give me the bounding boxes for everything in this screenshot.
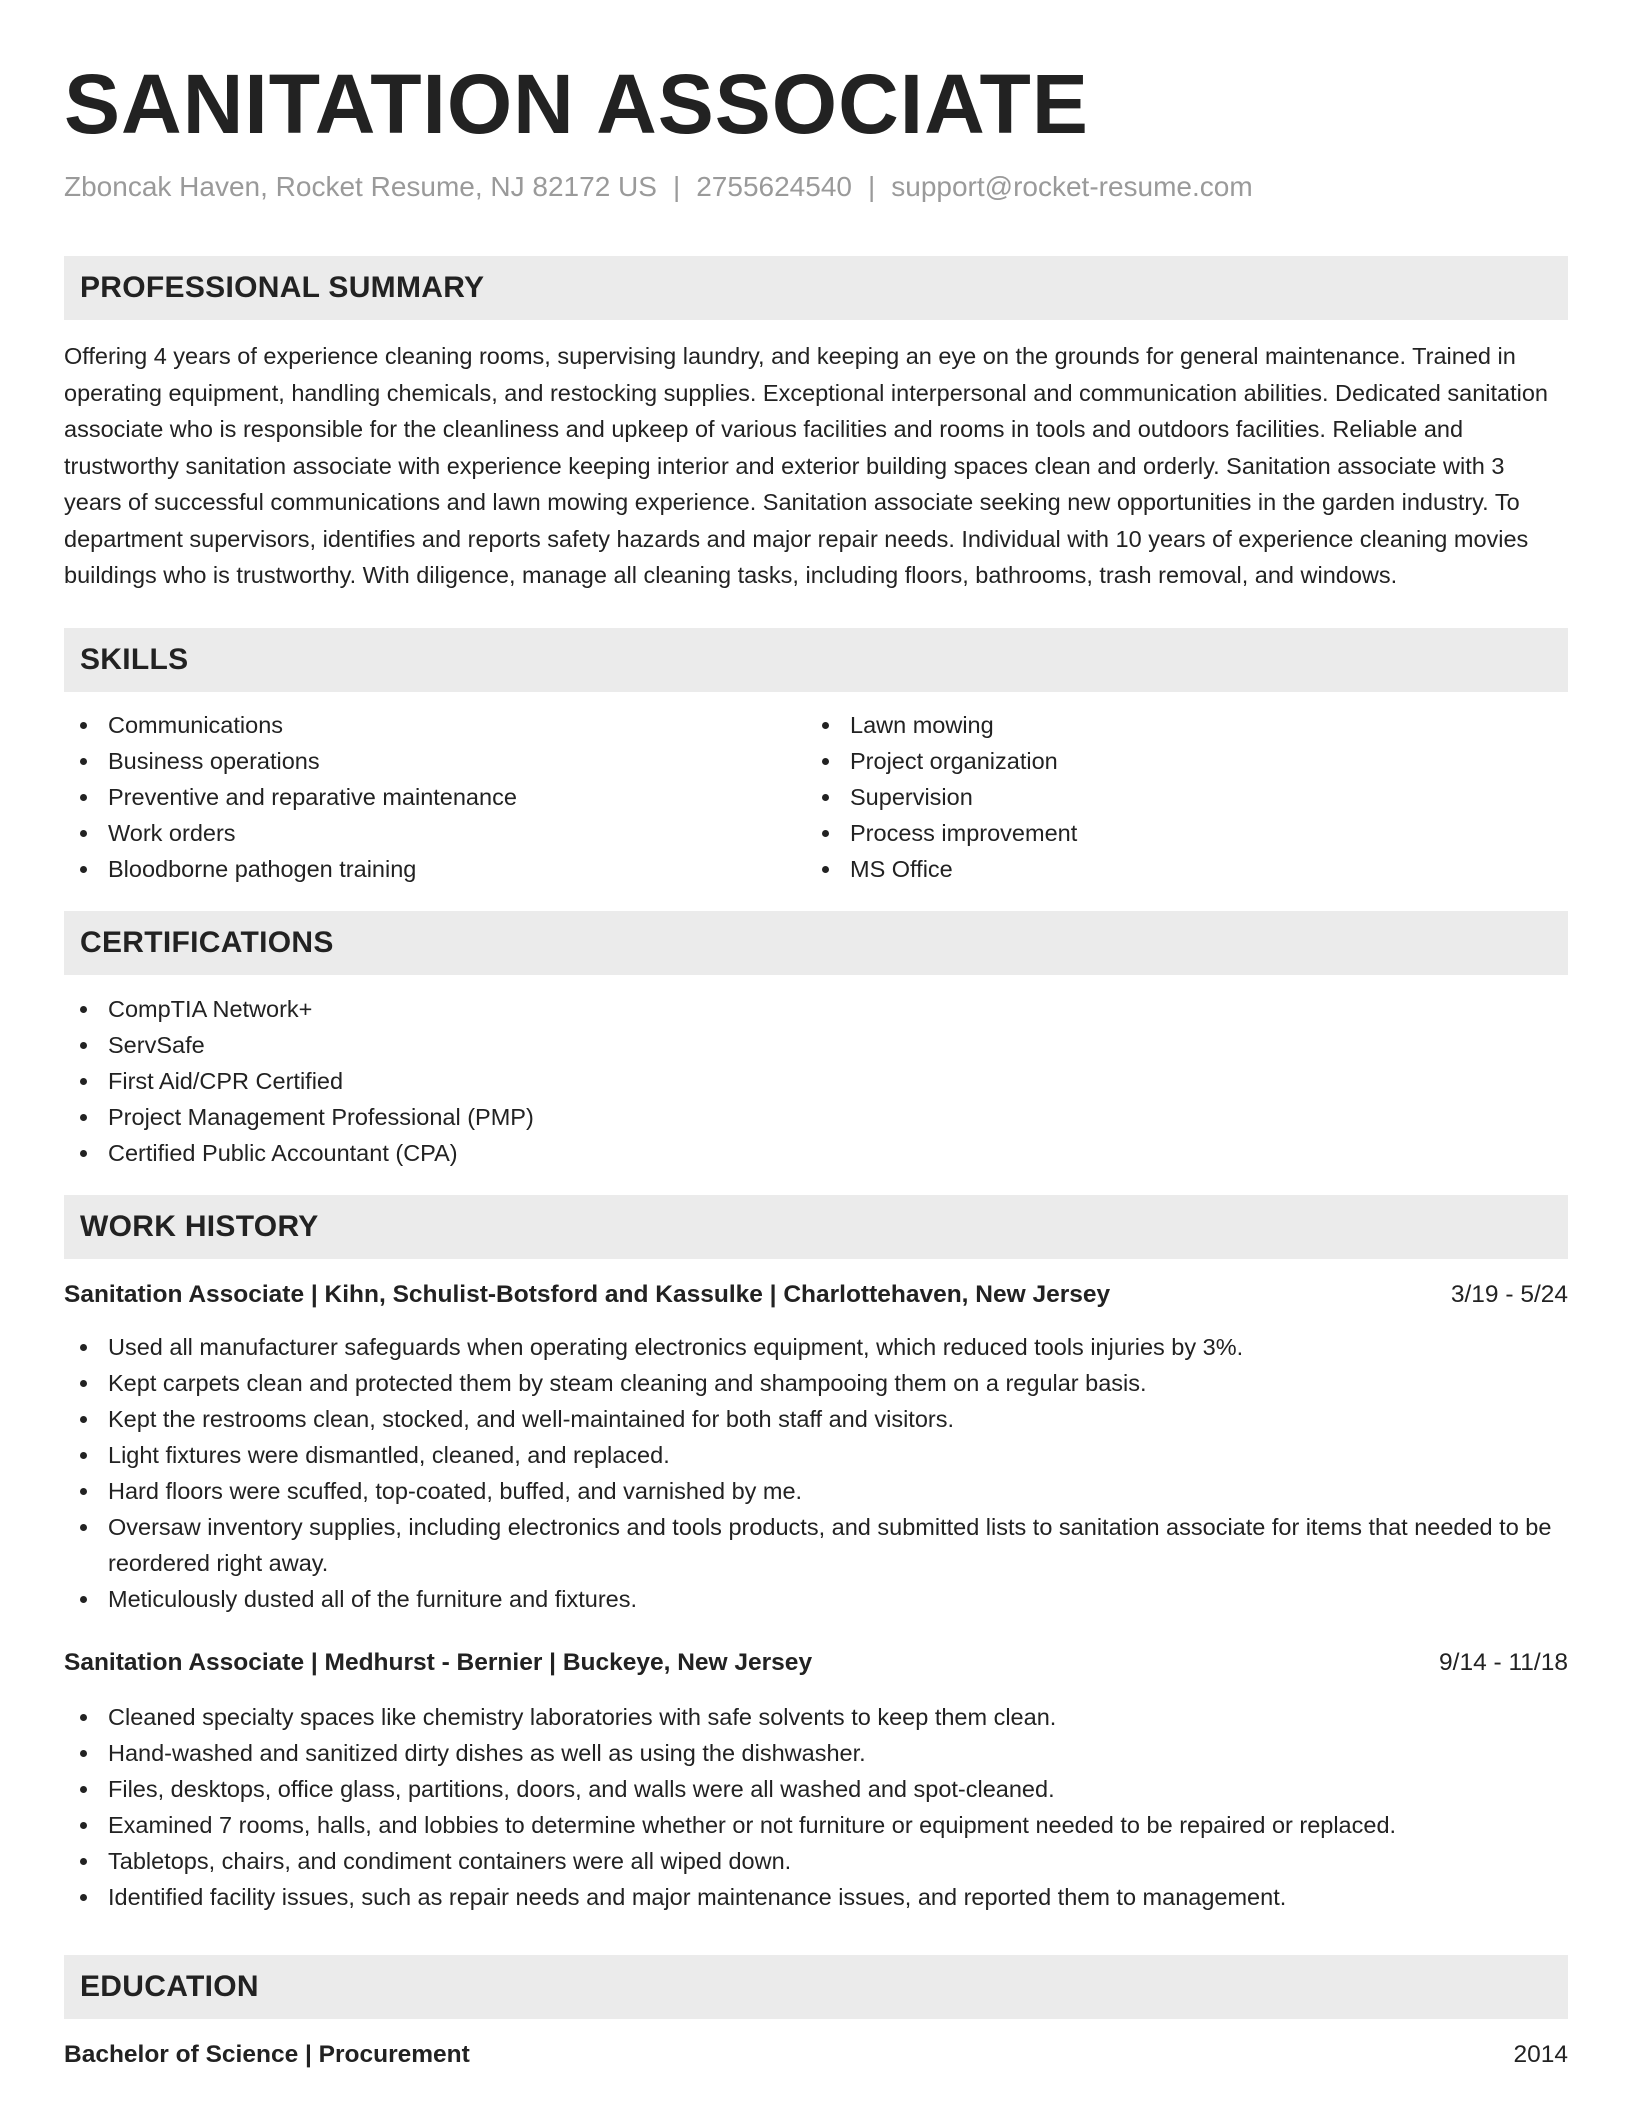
job-bullet: Kept the restrooms clean, stocked, and well-maintained for both staff and visitors. — [64, 1401, 1568, 1437]
education-year: 2014 — [1513, 2040, 1568, 2068]
summary-section — [64, 256, 1568, 594]
certifications-heading: CERTIFICATIONS — [64, 911, 1568, 975]
job-bullet: Used all manufacturer safeguards when operating electronics equipment, which reduced tools injuries by 3%. — [64, 1329, 1568, 1365]
contact-phone: 2755624540 — [696, 171, 852, 202]
job-bullet: Examined 7 rooms, halls, and lobbies to determine whether or not furniture or equipment needed to be repaired or replaced. — [64, 1807, 1568, 1843]
skill-item: Business operations — [64, 743, 806, 779]
job-bullet: Hard floors were scuffed, top-coated, buffed, and varnished by me. — [64, 1473, 1568, 1509]
skill-item: MS Office — [806, 851, 1548, 887]
skill-item: Lawn mowing — [806, 707, 1548, 743]
education-entry — [64, 2037, 1568, 2073]
summary-heading: PROFESSIONAL SUMMARY — [64, 256, 1568, 320]
certification-item: Project Management Professional (PMP) — [64, 1099, 1568, 1135]
job-dates: 9/14 - 11/18 — [1439, 1648, 1568, 1676]
work-history-heading: WORK HISTORY — [64, 1195, 1568, 1259]
certification-item: ServSafe — [64, 1027, 1568, 1063]
certifications-list — [64, 991, 1568, 1171]
job-bullet: Kept carpets clean and protected them by steam cleaning and shampooing them on a regular basis. — [64, 1365, 1568, 1401]
contact-address: Zboncak Haven, Rocket Resume, NJ 82172 US — [64, 171, 657, 202]
education-section — [64, 1955, 1568, 2073]
certification-item: CompTIA Network+ — [64, 991, 1568, 1027]
job-dates: 3/19 - 5/24 — [1450, 1280, 1568, 1308]
job-bullet: Identified facility issues, such as repair needs and major maintenance issues, and reported them to management. — [64, 1879, 1568, 1915]
contact-separator: | — [672, 171, 681, 202]
resume-page — [64, 0, 1568, 2073]
contact-separator: | — [867, 171, 876, 202]
skills-section — [64, 628, 1568, 887]
summary-text: Offering 4 years of experience cleaning rooms, supervising laundry, and keeping an eye on the grounds for general maintenance. Trained in operating equipment, handling chemicals, and restocking supplies. Exceptional interpersonal and communication abilities. Dedicated sanitation associate who is responsible for the cleanliness and upkeep of various facilities and rooms in tools and outdoors facilities. Reliable and trustworthy sanitation associate with experience keeping interior and exterior building spaces clean and orderly. Sanitation associate with 3 years of successful communications and lawn mowing experience. Sanitation associate seeking new opportunities in the garden industry. To department supervisors, identifies and reports safety hazards and major repair needs. Individual with 10 years of experience cleaning movies buildings who is trustworthy. With diligence, manage all cleaning tasks, including floors, bathrooms, trash removal, and windows. — [64, 343, 1548, 588]
job-header — [64, 1645, 1568, 1681]
work-history-section — [64, 1195, 1568, 1915]
contact-line — [64, 170, 1568, 204]
skills-right-list — [806, 707, 1548, 887]
skill-item: Process improvement — [806, 815, 1548, 851]
job-title: Sanitation Associate | Kihn, Schulist-Botsford and Kassulke | Charlottehaven, New Jersey — [64, 1280, 1111, 1308]
resume-name: SANITATION ASSOCIATE — [64, 57, 1089, 151]
skill-item: Communications — [64, 707, 806, 743]
job-bullet: Oversaw inventory supplies, including electronics and tools products, and submitted lists to sanitation associate for items that needed to be reordered right away. — [64, 1509, 1568, 1581]
skill-item: Preventive and reparative maintenance — [64, 779, 806, 815]
skills-heading: SKILLS — [64, 628, 1568, 692]
skills-left-list — [64, 707, 806, 887]
education-degree: Bachelor of Science | Procurement — [64, 2040, 470, 2068]
job-bullet: Hand-washed and sanitized dirty dishes as well as using the dishwasher. — [64, 1735, 1568, 1771]
job-bullet: Meticulously dusted all of the furniture and fixtures. — [64, 1581, 1568, 1617]
job-entry — [64, 1645, 1568, 1915]
job-bullet: Light fixtures were dismantled, cleaned, and replaced. — [64, 1437, 1568, 1473]
job-bullet: Tabletops, chairs, and condiment containers were all wiped down. — [64, 1843, 1568, 1879]
job-bullets — [64, 1329, 1568, 1617]
education-heading: EDUCATION — [64, 1955, 1568, 2019]
contact-email[interactable]: support@rocket-resume.com — [891, 171, 1253, 202]
certification-item: Certified Public Accountant (CPA) — [64, 1135, 1568, 1171]
skill-item: Project organization — [806, 743, 1548, 779]
skill-item: Work orders — [64, 815, 806, 851]
job-bullets — [64, 1699, 1568, 1915]
skill-item: Bloodborne pathogen training — [64, 851, 806, 887]
skills-columns — [64, 707, 1568, 887]
job-title: Sanitation Associate | Medhurst - Bernier | Buckeye, New Jersey — [64, 1648, 813, 1676]
certification-item: First Aid/CPR Certified — [64, 1063, 1568, 1099]
job-bullet: Cleaned specialty spaces like chemistry laboratories with safe solvents to keep them clean. — [64, 1699, 1568, 1735]
job-header — [64, 1277, 1568, 1313]
job-entry — [64, 1277, 1568, 1617]
job-bullet: Files, desktops, office glass, partitions, doors, and walls were all washed and spot-cleaned. — [64, 1771, 1568, 1807]
skill-item: Supervision — [806, 779, 1548, 815]
certifications-section — [64, 911, 1568, 1171]
